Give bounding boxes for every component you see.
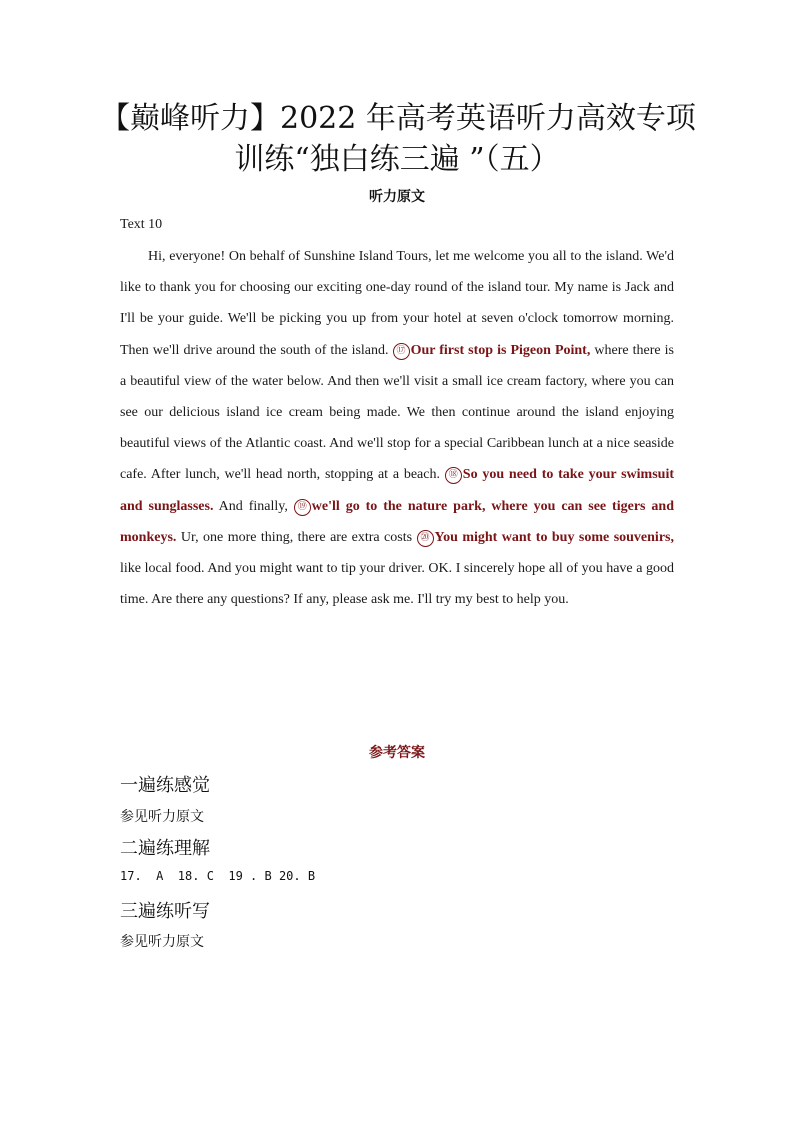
marker-17: ⑰ bbox=[393, 343, 410, 360]
section-3-title: 三遍练听写 bbox=[120, 901, 210, 922]
marker-19: ⑲ bbox=[294, 499, 311, 516]
answer-highlight-20: You might want to buy some souvenirs, bbox=[434, 529, 674, 545]
transcript-passage bbox=[120, 241, 674, 615]
passage-segment: Hi, everyone! On behalf of Sunshine Island Tours, let me welcome you all to the island. We'd like to thank you for choosing our exciting one-day round of the island tour. My name is Jack and I'll be your guide. We'll be picking you up from your hotel at seven o'clock tomorrow morning. Then we'll drive around the south of the island. bbox=[120, 249, 674, 358]
section-2-answers: 17. A 18. C 19 . B 20. B bbox=[120, 869, 316, 883]
transcript-heading: 听力原文 bbox=[369, 189, 425, 205]
section-2-title: 二遍练理解 bbox=[120, 838, 210, 859]
answer-highlight-18: So you need to take your swimsuit and sunglasses. bbox=[120, 467, 675, 514]
text-number-label: Text 10 bbox=[120, 217, 163, 232]
section-1-title: 一遍练感觉 bbox=[120, 775, 210, 796]
answer-highlight-17: Our first stop is Pigeon Point, bbox=[410, 342, 591, 358]
marker-20: ⑳ bbox=[417, 530, 434, 547]
title-line-1: 【巅峰听力】2022 年高考英语听力高效专项 bbox=[100, 101, 696, 136]
passage-segment: where there is a beautiful view of the water below. And then we'll visit a small ice cream factory, where you can see our delicious island ice cream being made. We then continue around the island enjoying beautiful views of the Atlantic coast. And we'll stop for a special Caribbean lunch at a nice seaside cafe. After lunch, we'll head north, stopping at a beach. bbox=[120, 342, 675, 483]
passage-segment: Ur, one more thing, there are extra costs bbox=[176, 529, 417, 545]
marker-18: ⑱ bbox=[445, 467, 462, 484]
section-3-body: 参见听力原文 bbox=[120, 934, 204, 950]
section-1-body: 参见听力原文 bbox=[120, 809, 204, 825]
document-title bbox=[100, 98, 694, 180]
answer-highlight-19: we'll go to the nature park, where you can see tigers and monkeys. bbox=[120, 498, 674, 545]
answers-heading: 参考答案 bbox=[369, 745, 425, 761]
passage-segment: like local food. And you might want to tip your driver. OK. I sincerely hope all of you have a good time. Are there any questions? If any, please ask me. I'll try my best to help you. bbox=[120, 561, 674, 608]
passage-segment: And finally, bbox=[213, 498, 294, 514]
title-line-2: 训练“独白练三遍 ”（五） bbox=[234, 142, 560, 177]
